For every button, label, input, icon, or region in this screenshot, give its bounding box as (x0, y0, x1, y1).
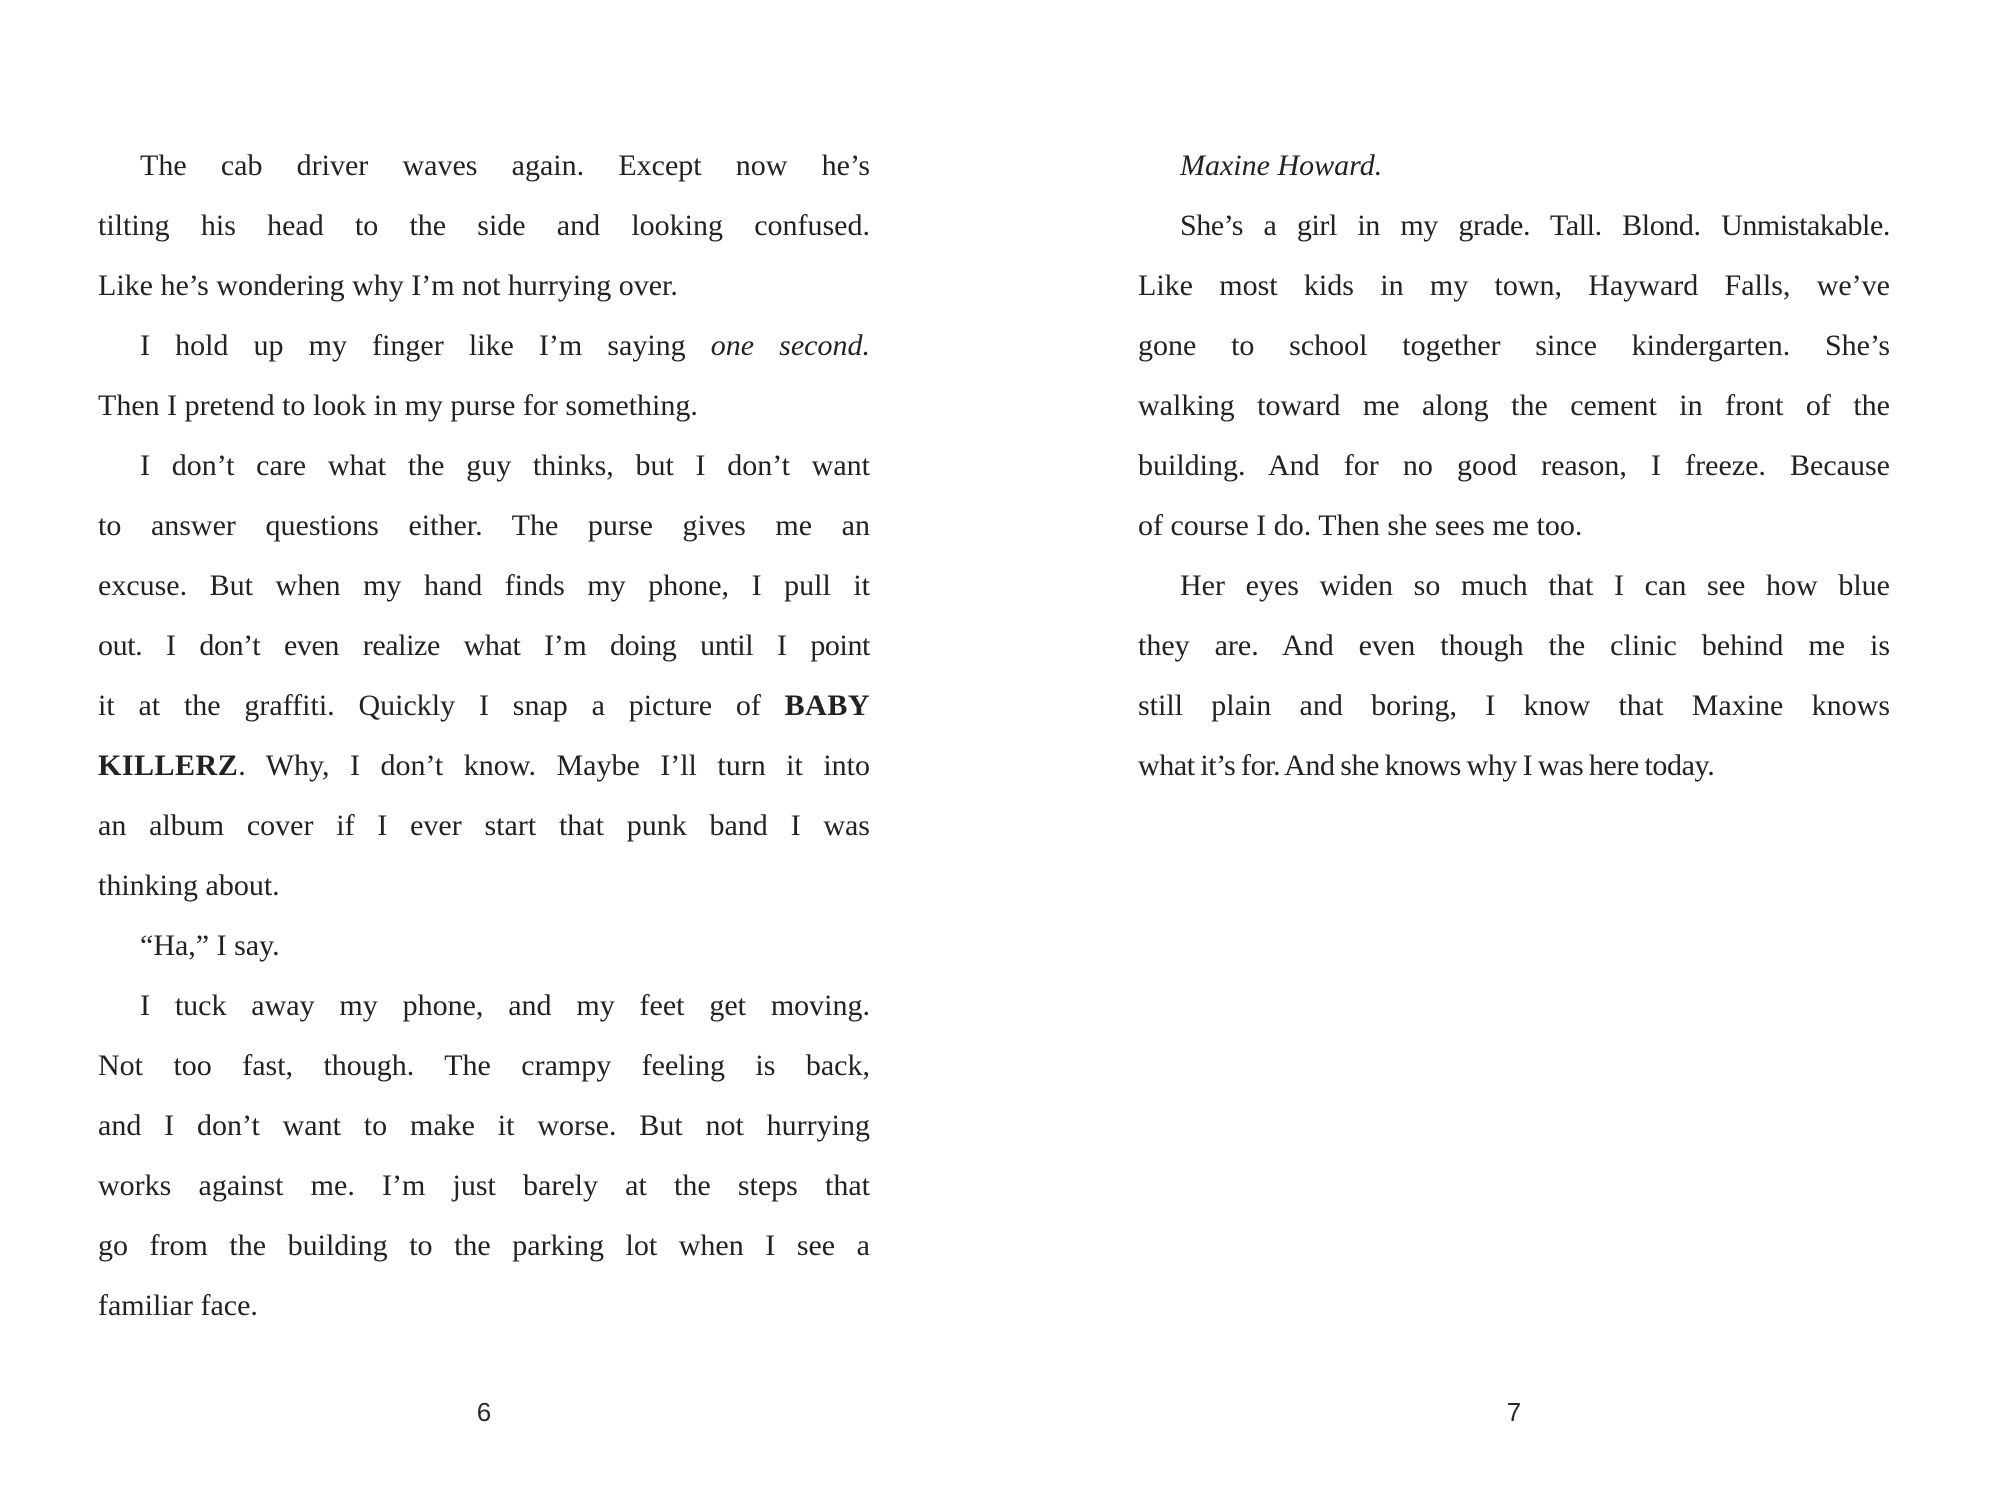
text-segment: of course I do. Then she sees me too. (1138, 509, 1583, 542)
text-segment: I don’t care what the guy thinks, but I don’t want (140, 449, 870, 482)
text-segment: out. I don’t even realize what I’m doing until I point (98, 629, 870, 662)
text-segment: I tuck away my phone, and my feet get moving. (140, 989, 870, 1022)
text-segment: to answer questions either. The purse gives me an (98, 509, 870, 542)
text-line (98, 676, 870, 736)
text-segment: works against me. I’m just barely at the steps that (98, 1169, 870, 1202)
text-line (98, 796, 870, 856)
text-segment: The cab driver waves again. Except now he’s (140, 149, 870, 182)
text-segment: building. And for no good reason, I freeze. Because (1138, 449, 1890, 482)
text-line (1138, 556, 1890, 616)
text-line (1138, 496, 1890, 556)
text-segment: I hold up my finger like I’m saying (140, 329, 711, 362)
text-segment: Like he’s wondering why I’m not hurrying over. (98, 269, 678, 302)
text-segment: an album cover if I ever start that punk band I was (98, 809, 870, 842)
text-line (98, 1216, 870, 1276)
text-line (98, 136, 870, 196)
text-segment: Then I pretend to look in my purse for something. (98, 389, 698, 422)
text-line (1138, 196, 1890, 256)
text-line (98, 976, 870, 1036)
text-segment: they are. And even though the clinic behind me is (1138, 629, 1890, 662)
text-line (1138, 376, 1890, 436)
text-segment: familiar face. (98, 1289, 258, 1322)
text-line (1138, 436, 1890, 496)
page-right-number: 7 (1506, 1397, 1522, 1427)
text-segment: still plain and boring, I know that Maxine knows (1138, 689, 1890, 722)
text-segment: . Why, I don’t know. Maybe I’ll turn it into (238, 749, 870, 782)
text-segment: tilting his head to the side and looking confused. (98, 209, 870, 242)
text-segment-italic: one second. (710, 329, 870, 362)
text-segment: it at the graffiti. Quickly I snap a picture of (98, 689, 785, 722)
text-segment: thinking about. (98, 869, 280, 902)
text-segment: She’s a girl in my grade. Tall. Blond. Unmistakable. (1180, 209, 1890, 242)
text-line (98, 1036, 870, 1096)
text-segment-italic: Maxine Howard. (1180, 149, 1383, 182)
text-line (1138, 676, 1890, 736)
text-line (98, 196, 870, 256)
text-line (1138, 616, 1890, 676)
text-segment: what it’s for. And she knows why I was here today. (1138, 749, 1715, 782)
text-segment: gone to school together since kindergarten. She’s (1138, 329, 1890, 362)
text-line (98, 496, 870, 556)
text-line (1138, 136, 1890, 196)
text-line (98, 436, 870, 496)
text-segment-bold: BABY (784, 689, 870, 722)
text-line (98, 1096, 870, 1156)
text-segment-bold: KILLERZ (98, 749, 239, 782)
text-line (98, 376, 870, 436)
text-line (98, 616, 870, 676)
text-line (1138, 256, 1890, 316)
text-segment: and I don’t want to make it worse. But not hurrying (98, 1109, 870, 1142)
text-line (98, 916, 870, 976)
text-segment: “Ha,” I say. (140, 929, 280, 962)
text-line (1138, 316, 1890, 376)
text-line (98, 316, 870, 376)
text-line (98, 856, 870, 916)
text-segment: walking toward me along the cement in front of the (1138, 389, 1890, 422)
text-segment: Like most kids in my town, Hayward Falls, we’ve (1138, 269, 1890, 302)
page-left-text (98, 136, 870, 1336)
page-right (1000, 0, 2000, 1500)
text-line (98, 1156, 870, 1216)
text-line (98, 736, 870, 796)
text-line (1138, 736, 1890, 796)
text-segment: Not too fast, though. The crampy feeling is back, (98, 1049, 870, 1082)
page-right-text (1138, 136, 1890, 796)
page-left-number: 6 (476, 1397, 492, 1427)
text-line (98, 556, 870, 616)
text-segment: excuse. But when my hand finds my phone, I pull it (98, 569, 870, 602)
text-line (98, 1276, 870, 1336)
text-segment: go from the building to the parking lot when I see a (98, 1229, 870, 1262)
text-segment: Her eyes widen so much that I can see how blue (1180, 569, 1890, 602)
text-line (98, 256, 870, 316)
